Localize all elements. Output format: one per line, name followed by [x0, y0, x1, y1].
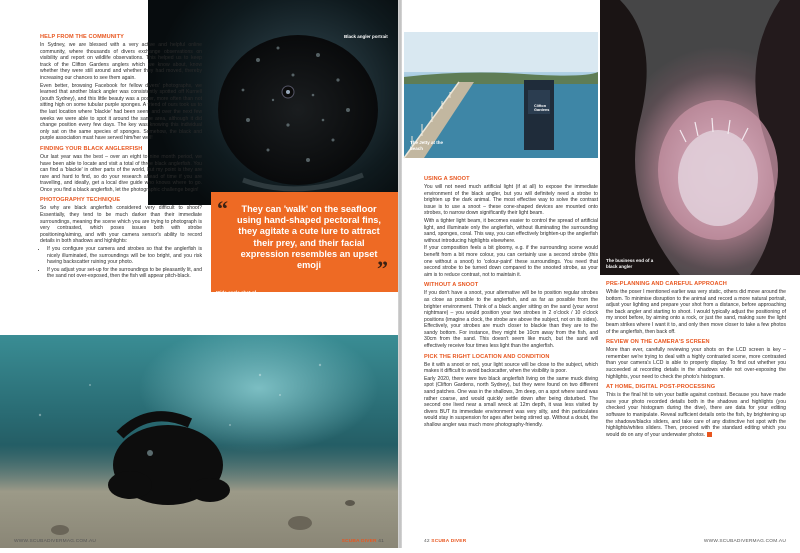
right-text-column-2: [606, 277, 786, 439]
jetty-photo: [404, 32, 598, 158]
snoot-paragraph-1: You will not need much artificial light (if at all) to expose the immediate environment of the black angler, but you will definitely need a strobe to brighten up the dark animal. The most effective way to solve the contrast issue is to use a snoot – these cone-shaped devices are mounted onto strobes, to narrow down significantly their light beam.: [424, 184, 598, 217]
heading-pick-location: PICK THE RIGHT LOCATION AND CONDITION: [424, 353, 550, 360]
angler-mouth-photo: [600, 0, 800, 275]
end-of-article-icon: [707, 432, 712, 437]
home-paragraph-1: [606, 392, 786, 438]
left-page: [0, 0, 398, 548]
finding-paragraph-1: Our last year was the best – over an eight to nine month period, we have been able to locate and visit a total of three black anglerfish. You can find a 'blackie' in other parts of the world, but my point is they are rare and hard to find, so do your research ahead of time if you are travelling, and ideally, get a local dive guide who knows where to go. Once you find a black anglerfish, let the photographic challenge begin!: [40, 153, 202, 193]
technique-bullet-1: • If you configure your camera and strobes so that the anglerfish is nicely illuminated, the surroundings will be too bright, and you risk having backscatter ruining your photo.: [47, 246, 202, 266]
help-paragraph-2: Even better, browsing Facebook for fellow divers' photographs, we learned that another black angler was consistently spotted off Kurnell (south Sydney), and this little beauty was a poser, more often than not sitting high on some tubular purple sponges. A friend of ours took us to the last location where 'blackie' had been seen, and over the next few weeks we were able to spot it around the same area, although it did change position every few days. The key was knowing this individual only sat on the same species of sponges. Somehow, the black and purple association must have served him/her well!: [40, 82, 202, 142]
right-footer-issue: [424, 539, 466, 544]
review-paragraph-1: More than ever, carefully reviewing your shots on the LCD screen is key – remember we're trying to deal with a highly contrasted scene, more contrasted than your camera's LCD is able to properly display. To find out whether you succeeded at recording details in the shadows while not over-exposing the highlights, your need to check the photo's histogram.: [606, 347, 786, 380]
angler-on-sand-illustration: [0, 335, 398, 548]
pick-paragraph-2: Early 2020, there were two black anglerfish living on the same muck diving spot (Clifton Gardens, north Sydney), but they were found on two different sand patches. One was in the shallows, 3m deep, on a spot where sand was rather coarse, and would quickly settle down after being disturbed. The second one lived near a small wreck at 12m depth, it was less visited by divers BUT its immediate environment was very silty, and thin particulates would stay in suspension for ages after being stirred up. Without a doubt, the shallow angler was much more photography-friendly.: [424, 375, 598, 428]
heading-photo-technique: PHOTOGRAPHY TECHNIQUE: [40, 197, 121, 204]
left-footer-page-number: 41: [378, 539, 384, 544]
bottom-photo-caption: Wide angle shot of a black angler on the sand: [216, 290, 256, 306]
technique-bullet-list: [40, 246, 202, 280]
heading-review-screen: REVIEW ON THE CAMERA'S SCREEN: [606, 339, 710, 346]
home-paragraph-text: This is the final hit to win your battle against contrast. Because you have made sure your photo recorded details both in the shadows and highlights (you checked your histogram during the dive), there are data for your editing software to manipulate. Reveal sufficient details onto the fish, by brightening up the shadows/blacks sliders, and take care of any distinctive hot spot with the highlights/whites sliders. Then, proceed with the standard editing which you would do on any of your underwater photos.: [606, 392, 786, 438]
right-page: [402, 0, 800, 548]
right-text-column-1: [424, 172, 598, 430]
pull-quote-box: [211, 192, 398, 292]
right-footer-magazine: SCUBA DIVER: [431, 539, 467, 544]
mouth-photo-caption: The business end of a black angler: [606, 258, 654, 269]
heading-help-community: HELP FROM THE COMMUNITY: [40, 34, 124, 40]
heading-finding-angler: FINDING YOUR BLACK ANGLERFISH: [40, 145, 143, 152]
heading-home-processing: AT HOME, DIGITAL POST-PROCESSING: [606, 384, 716, 391]
close-quote-icon: ”: [377, 256, 388, 281]
open-quote-icon: “: [217, 196, 228, 221]
pull-quote-text: They can 'walk' on the seafloor using hand-shaped pectoral fins, they agitate a cute lure to attract their prey, and their facial expression resembles an upset emoji: [237, 204, 381, 271]
jetty-sign-text: Clifton Gardens: [534, 104, 550, 113]
heading-using-snoot: USING A SNOOT: [424, 176, 470, 182]
preplanning-paragraph-1: While the poser I mentioned earlier was very static, others did move around the bottom. To minimise disruption to the animal and record a more natural portrait, adjust your lighting and prepare your shot from a distance, before approaching the back angler and starting to shoot. I would typically adjust the positioning of my snoot before, by aiming onto a rock, or just the sand, making sure the light beam strikes where I want it to, and only then move closer to take a few photos of the anglerfish, then back off.: [606, 289, 786, 335]
help-paragraph-1: In Sydney, we are blessed with a very active and helpful online community, where thousands of divers exchange observations on visibility and report on wildlife observations. This helped us to keep track of the Clifton Gardens anglers which we know about, know whether they were still around and whether they had moved, thereby increasing our chances to see them again.: [40, 42, 202, 81]
technique-paragraph-1: So why are black anglerfish considered very difficult to shoot? Essentially, they tend to be much darker than their immediate surroundings, meaning the scene which you are trying to photograph is very contrasted, which poses issues both with strobe positioning/aiming, and with your camera sensor's ability to record details in both shadows and highlights:: [40, 205, 202, 245]
pick-paragraph-1: Be it with a snoot or not, your light source will be close to the subject, which makes it difficult to avoid backscatter, when the visibility is poor.: [424, 361, 598, 375]
snoot-paragraph-2: With a tighter light beam, it becomes easier to control the spread of artificial light, and illuminate only the anglerfish, without illuminating the surrounding sand, sponges, coral. This way, you can effectively brighten-up the anglerfish without introducing highlights elsewhere.: [424, 217, 598, 244]
jetty-photo-caption: The Jetty at the beach: [410, 140, 444, 151]
top-photo-caption: Black angler portrait: [344, 34, 388, 39]
heading-preplanning: PRE-PLANNING AND CAREFUL APPROACH: [606, 281, 727, 287]
technique-bullet-2: • If you adjust your set-up for the surroundings to be pleasantly lit, and the sand not over-exposed, then the fish will appear pitch-black.: [47, 267, 202, 280]
snoot-paragraph-3: If your composition feels a bit gloomy, e.g. if the surrounding scene would benefit from a bit more colour, you can certainly use a second strobe (this one without a snoot) to 'colour-paint' these surroundings. You need that second strobe to be turned down compared to the snooted strobe, as your aim is to reduce contrast, not to maintain it.: [424, 245, 598, 278]
angler-on-sand-photo: [0, 290, 398, 548]
right-footer-website: WWW.SCUBADIVERMAG.COM.AU: [703, 539, 786, 544]
left-footer-issue: [342, 539, 384, 544]
left-footer-magazine: SCUBA DIVER: [341, 539, 377, 544]
right-footer-page-number: 42: [424, 539, 430, 544]
heading-without-snoot: WITHOUT A SNOOT: [424, 282, 479, 289]
left-text-column: [40, 30, 202, 281]
without-snoot-paragraph-1: If you don't have a snoot, your alternative will be to position regular strobes as close as possible to the anglerfish, and as far as possible from the brighter environment. Think of a black angler sitting on the sand (your worst nightmare) – you would position your two strobes in 2 o'clock / 10 o'clock positions (imagine a clock, the strobe are above the subject, not on its sides). Effectively, your strobes are much closer to blackie than they are to the sandy bottom. For instance, they might be 10cm away from the fish, and 30cm from the sand. This doesn't seem like much, but the sand will effectively receive four times less light than the anglerfish.: [424, 290, 598, 350]
angler-mouth-illustration: [600, 0, 800, 275]
jetty-photo-frame: [402, 0, 600, 160]
left-footer-website: WWW.SCUBADIVERMAG.COM.AU: [14, 539, 97, 544]
